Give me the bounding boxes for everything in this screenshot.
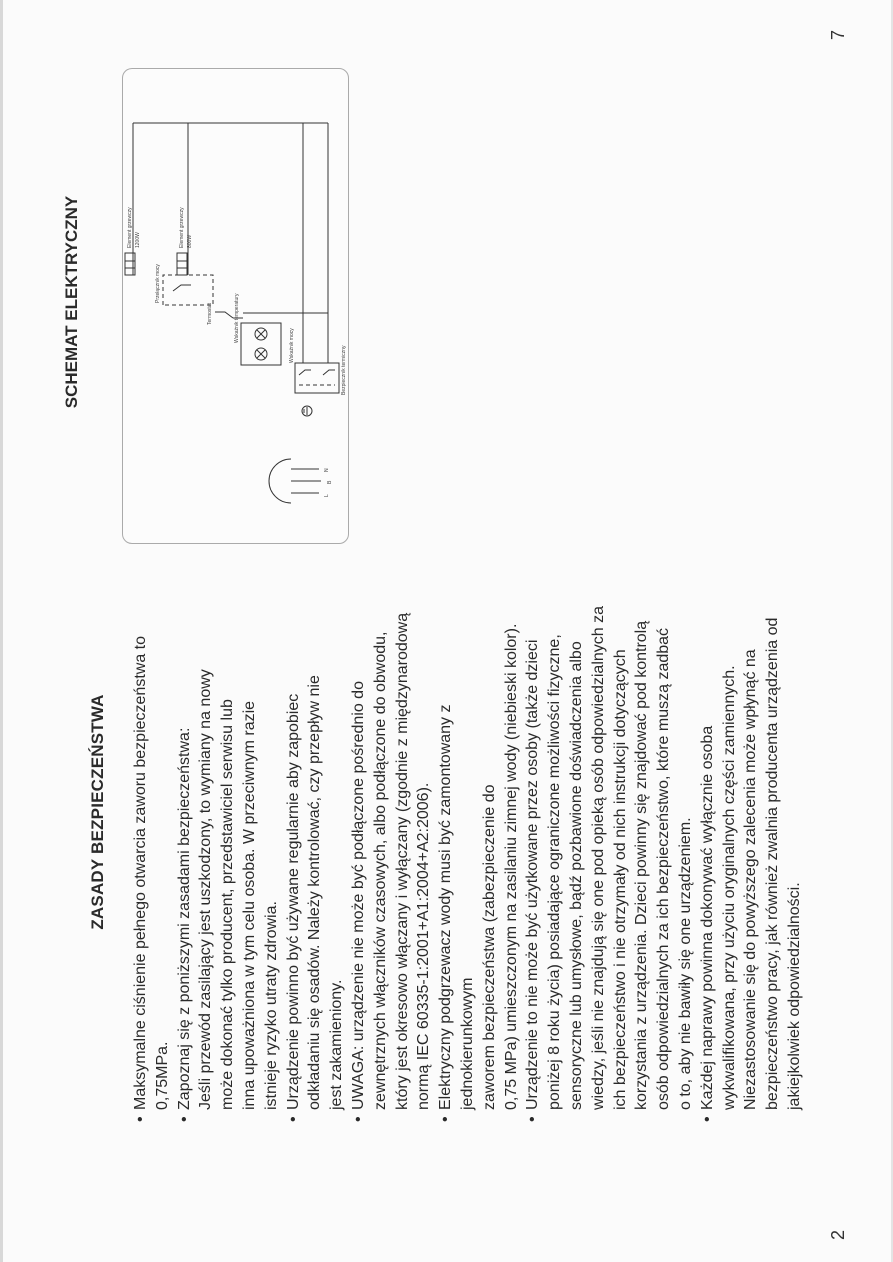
wiring-diagram-svg xyxy=(123,69,348,543)
rule-item: • Każdej naprawy powinna dokonywać wyłącznie osoba wykwalifikowana, przy użyciu oryginalnych części zamiennych. Niezastosowanie się do powyższego zalecenia może wpłynąć na bezpieczeństwo pracy, jak również zwalnia producenta urządzenia od jakiejkolwiek odpowiedzialności. xyxy=(697,562,806,1122)
thermostat-contact xyxy=(215,312,233,318)
safety-switch-box xyxy=(295,363,339,393)
plug-symbol xyxy=(269,459,291,503)
indicator-box xyxy=(241,323,281,365)
power-switch-box xyxy=(163,275,213,305)
element-2-label: Element grzewczy xyxy=(127,207,133,248)
element-2-power: 1200W xyxy=(135,232,141,248)
page-number-right: 7 xyxy=(828,29,848,40)
safety-rules-title: ZASADY BEZPIECZEŃSTWA xyxy=(88,694,107,930)
rule-item: • Maksymalne ciśnienie pełnego otwarcia zaworu bezpieczeństwa to 0,75MPa. xyxy=(130,562,174,1122)
rule-item: • Urządzenie powinno być używane regularnie aby zapobiec odkładaniu się osadów. Należy kontrolować, czy przepływ nie jest zakamieniony. xyxy=(283,562,348,1122)
power-indicator-label: Wskaźnik mocy xyxy=(289,328,295,363)
wiring-diagram xyxy=(122,68,349,544)
heating-element-1 xyxy=(177,253,187,275)
page-number-left: 2 xyxy=(828,1229,848,1240)
schema-title: SCHEMAT ELEKTRYCZNY xyxy=(62,195,81,409)
safety-rules-list xyxy=(130,562,806,1122)
thermostat-label: Termostat xyxy=(207,303,213,325)
temp-indicator-label: Wskaźnik temperatury xyxy=(234,293,240,343)
rule-item: • UWAGA: urządzenie nie może być podłączone pośrednio do zewnętrznych włączników czasowych, albo podłączone do obwodu, który jest okresowo włączany i wyłączany (zgodnie z międzynarodową normą IEC 60335-1:2001+A1:2004+A2:2006). xyxy=(348,562,435,1122)
terminal-b-label: B xyxy=(327,480,333,484)
element-1-label: Element grzewczy xyxy=(179,207,185,248)
rule-item: • Urządzenie to nie może być użytkowane przez osoby (także dzieci poniżej 8 roku życia) posiadające ograniczone możliwości fizyczne, sensoryczne lub umysłowe, bądź pozbawione doświadczenia albo wiedzy, jeśli nie znajdują się one pod opieką osób odpowiedzialnych za ich bezpieczeństwo i nie otrzymały od nich instrukcji dotyczących korzystania z urządzenia. Dzieci powinny się znajdować pod kontrolą osób odpowiedzialnych za ich bezpieczeństwo, które muszą zadbać o to, aby nie bawiły się one urządzeniem. xyxy=(522,562,696,1122)
power-switch-label: Przełącznik mocy xyxy=(155,264,161,303)
safety-switch-label: Bezpiecznik termiczny xyxy=(341,345,347,395)
rule-item: • Zapoznaj się z poniższymi zasadami bezpieczeństwa: Jeśli przewód zasilający jest uszkodzony, to wymiany na nowy może dokonać tylko producent, przedstawiciel serwisu lub inna upoważniona w tym celu osoba. W przeciwnym razie istnieje ryzyko utraty zdrowia. xyxy=(174,562,283,1122)
rule-item: • Elektryczny podgrzewacz wody musi być zamontowany z jednokierunkowym zaworem bezpieczeństwa (zabezpieczenie do 0,75 MPa) umieszczonym na zasilaniu zimnej wody (niebieski kolor). xyxy=(435,562,522,1122)
terminal-l-label: L xyxy=(324,494,330,497)
element-1-power: 800W xyxy=(187,234,193,248)
terminal-n-label: N xyxy=(324,468,330,472)
